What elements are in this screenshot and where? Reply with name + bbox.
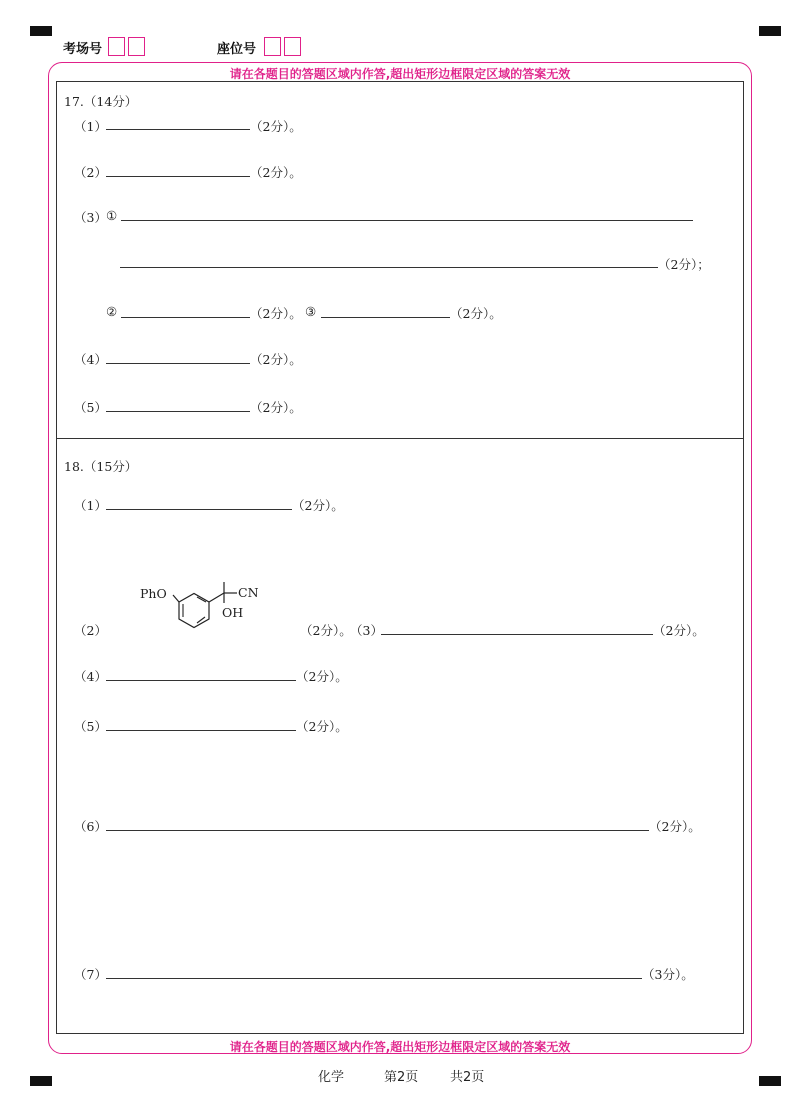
bond-ring-to-oxygen — [173, 595, 179, 602]
q18-part6-score: （2分）。 — [649, 819, 701, 834]
question-17-box — [56, 81, 744, 439]
q18-part5-label: （5） — [74, 719, 107, 734]
molecule-label-oh: OH — [222, 605, 244, 620]
q18-part3-label: （3） — [350, 623, 383, 638]
q17-part3-sub2-line[interactable] — [121, 317, 250, 318]
seat-box-1[interactable] — [264, 37, 281, 56]
q17-part4-score: （2分）。 — [250, 352, 302, 367]
q18-part1-answer-line[interactable] — [106, 509, 292, 510]
q18-part2-label: （2） — [74, 623, 107, 638]
q18-part5-answer-line[interactable] — [106, 730, 296, 731]
q17-part3-circ3: ③ — [305, 304, 317, 319]
q18-part4-score: （2分）。 — [296, 669, 348, 684]
molecule-label-cn: CN — [238, 585, 259, 600]
seat-label: 座位号 — [217, 42, 257, 57]
top-notice: 请在各题目的答题区域内作答,超出矩形边框限定区域的答案无效 — [229, 67, 571, 81]
q18-title: 18.（15分） — [64, 459, 138, 474]
q18-part7-score: （3分）。 — [642, 967, 694, 982]
registration-mark-top-left — [30, 26, 52, 36]
q17-part4-label: （4） — [74, 352, 107, 367]
q18-part6-label: （6） — [74, 819, 107, 834]
exam-room-box-2[interactable] — [128, 37, 145, 56]
bond-ring-to-quaternary-carbon — [209, 593, 224, 602]
molecule-label-pho: PhO — [140, 586, 167, 601]
q18-part2-score: （2分）。 — [300, 623, 352, 638]
q17-part3-sub1-line-b[interactable] — [120, 267, 658, 268]
q17-title: 17.（14分） — [64, 94, 138, 109]
q17-part3-circ2: ② — [106, 304, 118, 319]
q17-part5-score: （2分）。 — [250, 400, 302, 415]
footer-subject: 化学 — [318, 1070, 345, 1085]
registration-mark-bottom-left — [30, 1076, 52, 1086]
q17-part1-label: （1） — [74, 119, 107, 134]
bottom-notice: 请在各题目的答题区域内作答,超出矩形边框限定区域的答案无效 — [229, 1040, 571, 1054]
q17-part1-score: （2分）。 — [250, 119, 302, 134]
q17-part3-sub2-score: （2分）。 — [250, 306, 302, 321]
q17-part5-label: （5） — [74, 400, 107, 415]
q18-part6-answer-line[interactable] — [106, 830, 649, 831]
q17-part3-label: （3） — [74, 210, 107, 225]
seat-box-2[interactable] — [284, 37, 301, 56]
q18-part3-answer-line[interactable] — [381, 634, 653, 635]
q17-part2-score: （2分）。 — [250, 165, 302, 180]
q17-part3-sub1-line-a[interactable] — [121, 220, 693, 221]
q18-part7-answer-line[interactable] — [106, 978, 642, 979]
q17-part3-sub3-score: （2分）。 — [450, 306, 502, 321]
q18-part1-score: （2分）。 — [292, 498, 344, 513]
q18-part7-label: （7） — [74, 967, 107, 982]
molecule-structure — [140, 582, 270, 638]
q17-part4-answer-line[interactable] — [106, 363, 250, 364]
footer-total-pages: 共2页 — [450, 1070, 485, 1085]
q18-part4-label: （4） — [74, 669, 107, 684]
q17-part2-answer-line[interactable] — [106, 176, 250, 177]
q17-part5-answer-line[interactable] — [106, 411, 250, 412]
q18-part1-label: （1） — [74, 498, 107, 513]
question-18-box — [56, 438, 744, 1034]
q17-part3-sub3-line[interactable] — [321, 317, 450, 318]
q18-part4-answer-line[interactable] — [106, 680, 296, 681]
q17-part2-label: （2） — [74, 165, 107, 180]
q18-part5-score: （2分）。 — [296, 719, 348, 734]
exam-room-label: 考场号 — [63, 42, 103, 57]
q17-part3-circ1: ① — [106, 208, 118, 223]
q18-part3-score: （2分）。 — [653, 623, 705, 638]
q17-part3-sub1-score: （2分）； — [658, 257, 710, 272]
registration-mark-bottom-right — [759, 1076, 781, 1086]
footer-page-number: 第2页 — [384, 1070, 419, 1085]
exam-room-box-1[interactable] — [108, 37, 125, 56]
q17-part1-answer-line[interactable] — [106, 129, 250, 130]
registration-mark-top-right — [759, 26, 781, 36]
